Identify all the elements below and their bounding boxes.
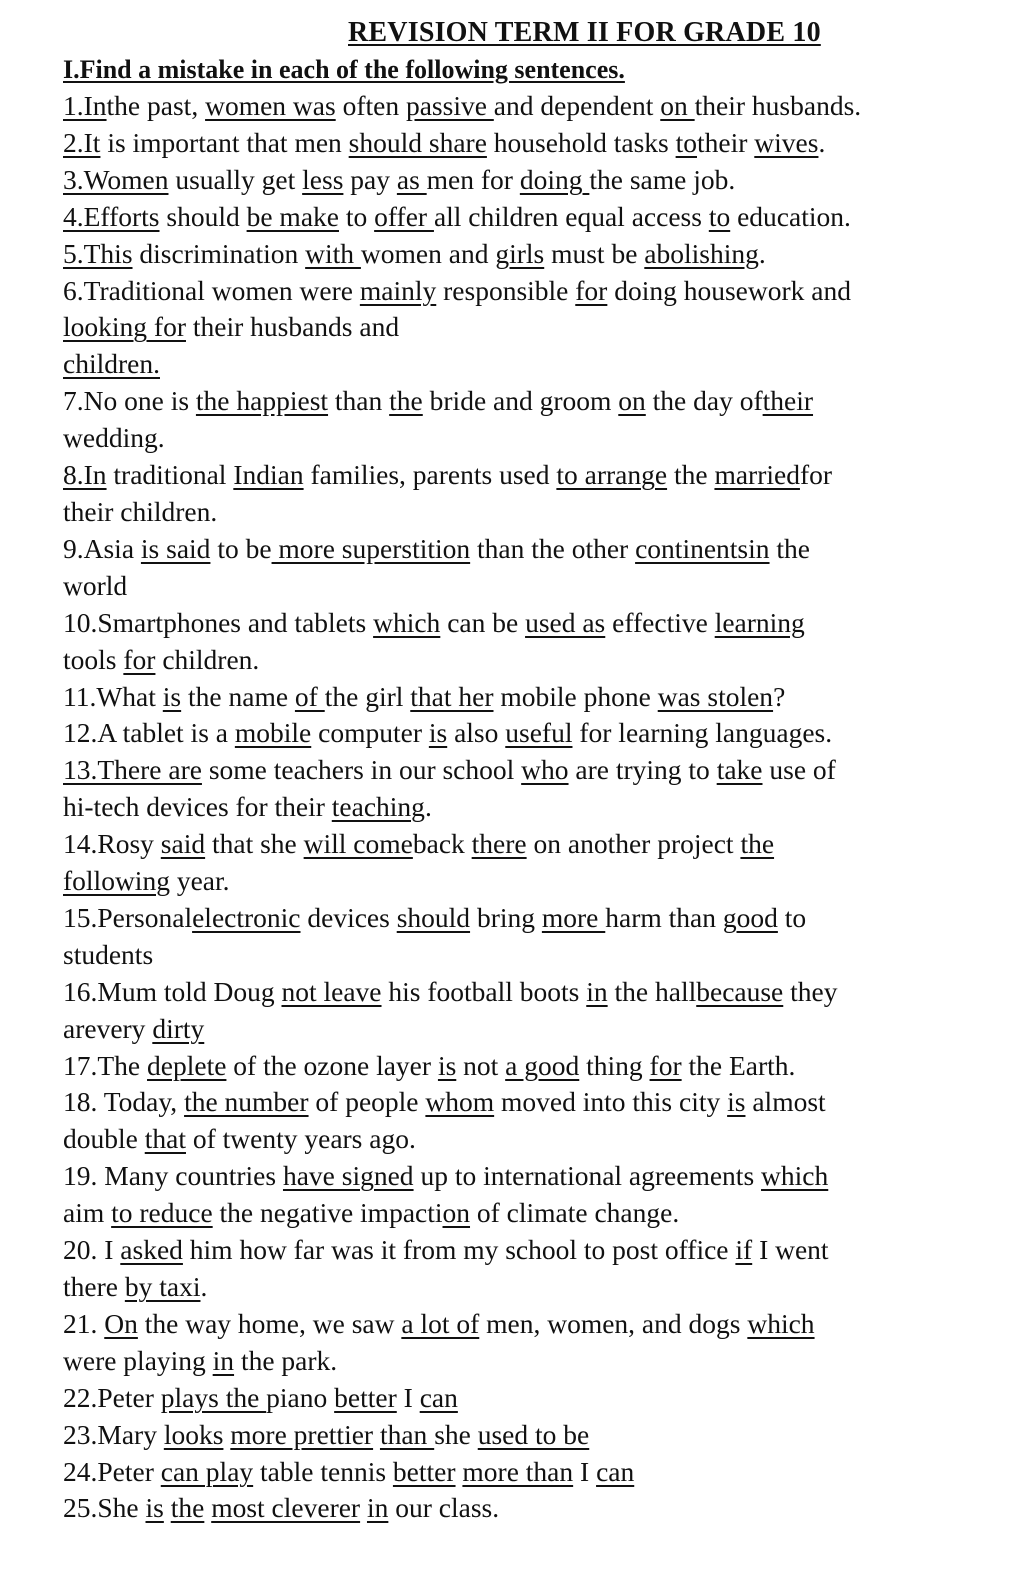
sentence-item bbox=[63, 236, 994, 273]
sentence-text: of people bbox=[308, 1086, 426, 1118]
sentence-text: discrimination bbox=[132, 237, 306, 269]
underlined-option: deplete bbox=[147, 1049, 227, 1081]
underlined-option: mobile bbox=[234, 717, 312, 749]
sentence-text: arevery bbox=[63, 1012, 153, 1044]
sentence-text bbox=[360, 1492, 367, 1523]
underlined-option: asked bbox=[120, 1234, 183, 1266]
underlined-option: in bbox=[366, 1492, 389, 1524]
underlined-option: as bbox=[396, 163, 427, 195]
underlined-option: a good bbox=[505, 1049, 580, 1081]
underlined-option: is bbox=[428, 717, 448, 749]
sentence-text: she bbox=[434, 1418, 478, 1450]
sentence-text: is important that men bbox=[100, 126, 349, 158]
underlined-option: take bbox=[716, 754, 763, 786]
sentence-text: women and bbox=[360, 237, 496, 269]
underlined-option: most cleverer bbox=[211, 1492, 361, 1524]
sentence-item bbox=[63, 1084, 994, 1158]
sentence-text: the way home, we saw bbox=[137, 1307, 402, 1339]
sentence-text: devices bbox=[300, 901, 397, 933]
sentence-text: him how far was it from my school to post office bbox=[182, 1234, 736, 1266]
sentence-text: 9.Asia bbox=[63, 532, 141, 564]
sentence-item bbox=[63, 88, 994, 125]
underlined-option: 2.It bbox=[63, 126, 101, 158]
sentence-text: the girl bbox=[324, 680, 411, 712]
underlined-option: women was bbox=[205, 90, 336, 121]
sentence-text: 10.Smartphones and tablets bbox=[63, 606, 374, 638]
underlined-option: than bbox=[379, 1418, 435, 1450]
section-heading: I.Find a mistake in each of the following sentences. bbox=[63, 55, 625, 84]
sentence-item bbox=[63, 1306, 994, 1380]
underlined-option: to bbox=[675, 126, 697, 158]
underlined-option: with bbox=[305, 237, 361, 269]
underlined-option: is said bbox=[140, 532, 211, 564]
sentence-text: 14.Rosy bbox=[63, 828, 161, 860]
sentence-text: to bbox=[777, 901, 807, 933]
sentence-text: I bbox=[573, 1455, 597, 1487]
sentence-text bbox=[164, 1492, 171, 1523]
sentence-text: men, women, and dogs bbox=[479, 1307, 748, 1339]
sentence-text: students bbox=[63, 938, 154, 970]
sentence-text: of twenty years ago. bbox=[185, 1123, 416, 1155]
underlined-option: on bbox=[442, 1197, 471, 1229]
sentence-text: 19. Many countries bbox=[63, 1160, 283, 1192]
sentence-text: men for bbox=[426, 163, 520, 195]
underlined-option: 1.In bbox=[63, 90, 107, 121]
underlined-option: in bbox=[586, 975, 608, 1007]
sentence-text: I bbox=[396, 1381, 420, 1413]
sentence-text: ? bbox=[773, 680, 786, 712]
underlined-option: whom bbox=[425, 1086, 495, 1118]
underlined-option: for bbox=[123, 643, 156, 675]
underlined-option: the happiest bbox=[195, 385, 329, 417]
sentence-item bbox=[63, 273, 994, 384]
sentence-text: education. bbox=[730, 200, 851, 232]
underlined-option: because bbox=[696, 975, 784, 1007]
sentence-text: almost bbox=[745, 1086, 826, 1118]
sentence-text: must be bbox=[544, 237, 645, 269]
underlined-option: to bbox=[708, 200, 731, 232]
sentence-text: their husbands. bbox=[694, 90, 862, 121]
underlined-option: the bbox=[170, 1492, 205, 1524]
sentence-text: the name bbox=[181, 680, 295, 712]
sentence-text: their children. bbox=[63, 495, 218, 527]
sentence-item bbox=[63, 1417, 994, 1454]
sentence-text: of the ozone layer bbox=[226, 1049, 438, 1081]
sentence-text: double bbox=[63, 1123, 145, 1155]
underlined-option: is bbox=[162, 680, 182, 712]
sentence-text: computer bbox=[311, 717, 429, 749]
sentence-text: all children equal access bbox=[433, 200, 709, 232]
sentence-text: than bbox=[328, 385, 390, 417]
underlined-option: which bbox=[747, 1307, 815, 1339]
underlined-option: have signed bbox=[282, 1160, 414, 1192]
underlined-option: used to be bbox=[477, 1418, 590, 1450]
underlined-option: if bbox=[735, 1234, 753, 1266]
sentence-item bbox=[63, 900, 994, 974]
underlined-option: to arrange bbox=[556, 459, 668, 491]
sentence-text: traditional bbox=[106, 459, 234, 491]
sentence-text: 25.She bbox=[63, 1492, 146, 1524]
sentence-text: some teachers in our school bbox=[201, 754, 522, 786]
sentence-text: the bbox=[769, 532, 811, 564]
underlined-option: more superstition bbox=[271, 532, 471, 564]
sentence-text: bring bbox=[470, 901, 542, 933]
underlined-option: for bbox=[649, 1049, 682, 1081]
underlined-option: said bbox=[160, 828, 206, 860]
underlined-option: 3.Women bbox=[63, 163, 169, 195]
underlined-option: of bbox=[294, 680, 325, 712]
sentence-text: up to international agreements bbox=[413, 1160, 762, 1192]
sentence-text: 12.A tablet is a bbox=[63, 717, 235, 749]
sentence-list bbox=[63, 88, 994, 1527]
sentence-text: that she bbox=[205, 828, 304, 860]
sentence-text: harm than bbox=[605, 901, 723, 933]
sentence-text: usually get bbox=[168, 163, 303, 195]
underlined-option: doing bbox=[519, 163, 590, 195]
underlined-option: the bbox=[389, 385, 423, 417]
underlined-option: the number bbox=[184, 1086, 309, 1118]
underlined-option: which bbox=[761, 1160, 829, 1192]
sentence-text: doing housework and bbox=[607, 274, 851, 306]
underlined-option: looking for bbox=[63, 311, 186, 343]
underlined-option: offer bbox=[374, 200, 434, 232]
sentence-text: world bbox=[63, 569, 128, 601]
sentence-text: aim bbox=[63, 1197, 112, 1229]
underlined-option: dirty bbox=[152, 1012, 205, 1044]
sentence-text: the past, bbox=[106, 90, 206, 121]
sentence-text: household tasks bbox=[486, 126, 676, 158]
underlined-option: for bbox=[575, 274, 608, 306]
underlined-option: Indian bbox=[233, 459, 304, 491]
sentence-text: of climate change. bbox=[470, 1197, 680, 1229]
underlined-option: the bbox=[740, 828, 775, 860]
sentence-text: tools bbox=[63, 643, 124, 675]
sentence-text: 17.The bbox=[63, 1049, 148, 1081]
underlined-option: continentsin bbox=[635, 532, 770, 564]
sentence-item bbox=[63, 826, 994, 900]
underlined-option: useful bbox=[505, 717, 573, 749]
sentence-text: were playing bbox=[63, 1344, 213, 1376]
underlined-option: 13.There are bbox=[63, 754, 202, 786]
underlined-option: is bbox=[437, 1049, 457, 1081]
sentence-text: 18. Today, bbox=[63, 1086, 185, 1118]
underlined-option: better bbox=[334, 1381, 397, 1413]
underlined-option: that her bbox=[410, 680, 494, 712]
underlined-option: will come bbox=[303, 828, 413, 860]
sentence-text: use of bbox=[762, 754, 836, 786]
sentence-text: 16.Mum told Doug bbox=[63, 975, 282, 1007]
underlined-option: more bbox=[541, 901, 606, 933]
sentence-text: 7.No one is bbox=[63, 385, 196, 417]
underlined-option: not leave bbox=[281, 975, 382, 1007]
underlined-option: children. bbox=[63, 348, 160, 380]
sentence-text: 20. I bbox=[63, 1234, 121, 1266]
underlined-option: learning bbox=[714, 606, 805, 638]
underlined-option: less bbox=[302, 163, 344, 195]
underlined-option: 5.This bbox=[63, 237, 133, 269]
sentence-text: not bbox=[456, 1049, 506, 1081]
underlined-option: girls bbox=[495, 237, 545, 269]
sentence-text: for bbox=[799, 459, 833, 491]
sentence-text: on another project bbox=[526, 828, 741, 860]
underlined-option: be make bbox=[246, 200, 339, 232]
sentence-text: than the other bbox=[470, 532, 636, 564]
sentence-text: I went bbox=[752, 1234, 829, 1266]
underlined-option: teaching bbox=[331, 791, 425, 823]
sentence-item bbox=[63, 715, 994, 752]
underlined-option: married bbox=[714, 459, 800, 491]
sentence-text: effective bbox=[605, 606, 715, 638]
sentence-text: 6.Traditional women were bbox=[63, 274, 360, 306]
sentence-item bbox=[63, 199, 994, 236]
sentence-item bbox=[63, 605, 994, 679]
sentence-text: year. bbox=[169, 865, 230, 897]
page-title: REVISION TERM II FOR GRADE 10 bbox=[348, 17, 821, 48]
underlined-option: which bbox=[373, 606, 441, 638]
sentence-item bbox=[63, 974, 994, 1048]
sentence-text: the same job. bbox=[589, 163, 736, 195]
sentence-text: moved into this city bbox=[494, 1086, 728, 1118]
sentence-text: the hall bbox=[607, 975, 697, 1007]
sentence-text: their bbox=[697, 126, 755, 158]
underlined-option: can bbox=[419, 1381, 458, 1413]
sentence-text: wedding. bbox=[63, 422, 165, 454]
underlined-option: a lot of bbox=[401, 1307, 480, 1339]
sentence-text: 24.Peter bbox=[63, 1455, 161, 1487]
underlined-option: is bbox=[145, 1492, 164, 1524]
underlined-option: abolishing bbox=[644, 237, 759, 269]
underlined-option: passive bbox=[405, 90, 494, 121]
sentence-item bbox=[63, 679, 994, 716]
underlined-option: is bbox=[727, 1086, 746, 1118]
underlined-option: following bbox=[63, 865, 170, 897]
sentence-text: are trying to bbox=[568, 754, 717, 786]
sentence-item bbox=[63, 1158, 994, 1232]
sentence-text: . bbox=[424, 791, 432, 823]
sentence-text: to be bbox=[210, 532, 272, 564]
sentence-text: 11.What bbox=[63, 680, 163, 712]
underlined-option: wives bbox=[754, 126, 819, 158]
sentence-item bbox=[63, 383, 994, 457]
sentence-text: pay bbox=[343, 163, 397, 195]
sentence-text: table tennis bbox=[253, 1455, 393, 1487]
sentence-text: his football boots bbox=[381, 975, 587, 1007]
sentence-item bbox=[63, 752, 994, 826]
underlined-option: was stolen bbox=[657, 680, 774, 712]
underlined-option: by taxi bbox=[124, 1271, 201, 1302]
underlined-option: who bbox=[521, 754, 569, 786]
sentence-item bbox=[63, 457, 994, 531]
sentence-text: their husbands and bbox=[185, 311, 400, 343]
sentence-text bbox=[373, 1419, 380, 1450]
sentence-text: the bbox=[667, 459, 715, 491]
sentence-text: families, parents used bbox=[303, 459, 557, 491]
sentence-text: . bbox=[818, 126, 826, 158]
sentence-text: . bbox=[758, 237, 766, 269]
sentence-text: . bbox=[200, 1271, 208, 1302]
sentence-text: there bbox=[63, 1271, 125, 1302]
sentence-item bbox=[63, 1232, 994, 1306]
sentence-text: 15.Personal bbox=[63, 901, 193, 933]
underlined-option: should share bbox=[348, 126, 487, 158]
underlined-option: in bbox=[212, 1344, 235, 1376]
sentence-text: they bbox=[783, 975, 838, 1007]
underlined-option: 8.In bbox=[63, 459, 107, 491]
sentence-text: for learning languages. bbox=[572, 717, 833, 749]
sentence-text: often bbox=[335, 90, 406, 121]
sentence-text: to bbox=[338, 200, 375, 232]
sentence-text: responsible bbox=[436, 274, 576, 306]
underlined-option: can play bbox=[160, 1455, 254, 1487]
underlined-option: good bbox=[722, 901, 778, 933]
sentence-text: and dependent bbox=[493, 90, 661, 121]
underlined-option: on bbox=[618, 385, 646, 417]
sentence-text: the day of bbox=[645, 385, 763, 417]
sentence-text: 21. bbox=[63, 1307, 105, 1339]
sentence-item bbox=[63, 1490, 994, 1527]
underlined-option: on bbox=[660, 90, 695, 121]
underlined-option: can bbox=[596, 1455, 635, 1487]
underlined-option: there bbox=[471, 828, 527, 860]
underlined-option: to reduce bbox=[111, 1197, 213, 1229]
sentence-text: also bbox=[447, 717, 506, 749]
sentence-item bbox=[63, 531, 994, 605]
underlined-option: mainly bbox=[359, 274, 437, 306]
sentence-text: the park. bbox=[234, 1344, 338, 1376]
sentence-item bbox=[63, 1048, 994, 1085]
sentence-text: 22.Peter bbox=[63, 1381, 161, 1413]
underlined-option: more prettier bbox=[230, 1418, 374, 1450]
sentence-text: the negative impacti bbox=[212, 1197, 443, 1229]
underlined-option: more than bbox=[462, 1455, 574, 1487]
sentence-text: the Earth. bbox=[681, 1049, 796, 1081]
sentence-text: back bbox=[412, 828, 472, 860]
sentence-text: hi-tech devices for their bbox=[63, 791, 332, 823]
underlined-option: their bbox=[762, 385, 814, 417]
sentence-item bbox=[63, 1380, 994, 1417]
underlined-option: 4.Efforts bbox=[63, 200, 160, 232]
underlined-option: electronic bbox=[192, 901, 301, 933]
sentence-text: bride and groom bbox=[422, 385, 619, 417]
underlined-option: that bbox=[144, 1123, 186, 1155]
underlined-option: used as bbox=[525, 606, 606, 638]
underlined-option: looks bbox=[163, 1418, 224, 1450]
underlined-option: better bbox=[392, 1455, 456, 1487]
sentence-text: 23.Mary bbox=[63, 1418, 164, 1450]
sentence-text: thing bbox=[579, 1049, 650, 1081]
underlined-option: On bbox=[104, 1307, 138, 1339]
sentence-item bbox=[63, 125, 994, 162]
underlined-option: should bbox=[396, 901, 471, 933]
sentence-item bbox=[63, 1454, 994, 1491]
underlined-option: plays the bbox=[160, 1381, 267, 1413]
sentence-text: should bbox=[159, 200, 247, 232]
sentence-text: our class. bbox=[388, 1492, 500, 1524]
sentence-text: can be bbox=[440, 606, 526, 638]
sentence-text: mobile phone bbox=[493, 680, 658, 712]
sentence-text: piano bbox=[266, 1381, 335, 1413]
sentence-item bbox=[63, 162, 994, 199]
sentence-text: children. bbox=[155, 643, 260, 675]
